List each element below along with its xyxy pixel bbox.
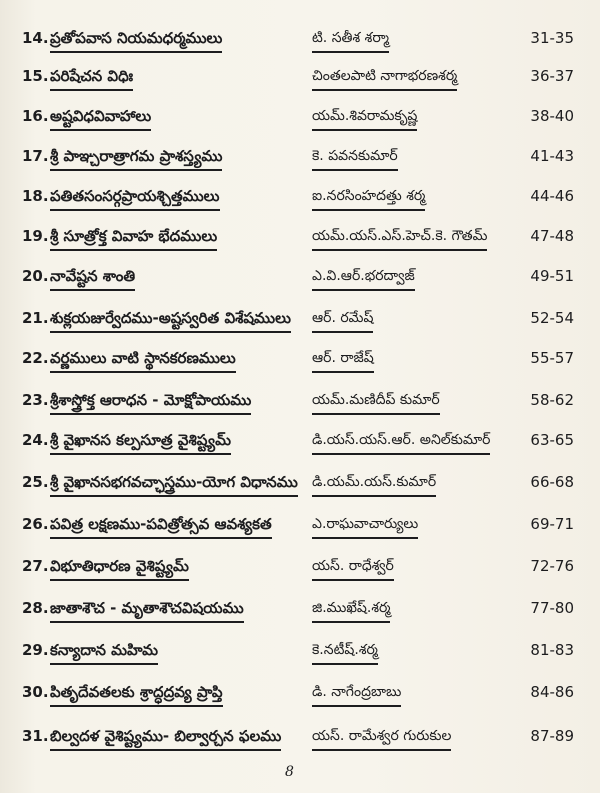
entry-title: విభూతిధారణ వైశిష్ట్యమ్ [50, 557, 189, 575]
entry-pages: 31-35 [530, 29, 574, 47]
title-underline [50, 169, 222, 171]
entry-author: కె. పవనకుమార్ [312, 148, 398, 164]
entry-title: అష్టవిధవివాహాలు [50, 107, 152, 125]
entry-title: వర్ణములు వాటి స్థానకరణములు [50, 349, 236, 367]
entry-number: 28. [22, 599, 49, 617]
title-underline [50, 621, 244, 623]
entry-pages: 41-43 [530, 147, 574, 165]
author-underline [312, 289, 415, 291]
entry-pages: 72-76 [530, 557, 574, 575]
toc-entry [0, 514, 600, 546]
title-underline [50, 495, 298, 497]
entry-author: యమ్.మణిదీప్ కుమార్ [312, 392, 440, 408]
entry-number: 19. [22, 227, 49, 245]
entry-author: యస్. రామేశ్వర గురుకుల [312, 728, 452, 744]
toc-entry [0, 146, 600, 178]
title-underline [50, 209, 220, 211]
entry-title: పితృదేవతలకు శ్రాద్ధద్రవ్య ప్రాప్తి [50, 683, 223, 701]
entry-title: నావేష్టన శాంతి [50, 267, 136, 285]
entry-author: యమ్.యస్.ఎస్.హెచ్.కె. గౌతమ్ [312, 228, 488, 244]
entry-author: ఆర్. రాజేష్ [312, 350, 374, 366]
author-underline [312, 621, 390, 623]
author-underline [312, 249, 487, 251]
title-underline [50, 331, 291, 333]
author-underline [312, 331, 373, 333]
entry-number: 17. [22, 147, 49, 165]
toc-entry [0, 186, 600, 218]
entry-title: జాతాశౌచ - మృతాశౌచవిషయము [50, 599, 244, 617]
entry-pages: 69-71 [530, 515, 574, 533]
entry-pages: 38-40 [530, 107, 574, 125]
entry-number: 30. [22, 683, 49, 701]
entry-title: శ్రీ వైఖానసభగవచ్ఛాస్త్రము-యోగ విధానము [50, 473, 298, 491]
title-underline [50, 371, 236, 373]
entry-title: కన్యాదాన మహిమ [50, 641, 158, 659]
entry-author: చింతలపాటి నాగాభరణశర్మ [312, 68, 458, 84]
title-underline [50, 249, 217, 251]
toc-entry [0, 430, 600, 462]
entry-number: 20. [22, 267, 49, 285]
entry-title: బిల్వదళ వైశిష్ట్యము- బిల్వార్చన ఫలము [50, 727, 282, 745]
toc-entry [0, 28, 600, 60]
entry-pages: 49-51 [530, 267, 574, 285]
entry-author: టి. సతీశ శర్మా [312, 30, 390, 46]
toc-entry [0, 308, 600, 340]
entry-number: 22. [22, 349, 49, 367]
toc-entry [0, 556, 600, 588]
toc-entry [0, 682, 600, 714]
toc-entry [0, 640, 600, 672]
author-underline [312, 579, 394, 581]
entry-pages: 55-57 [530, 349, 574, 367]
entry-author: ఎ.వి.ఆర్.భరద్వాజ్ [312, 268, 415, 284]
author-underline [312, 51, 389, 53]
entry-author: డి. నాగేంద్రబాబు [312, 684, 402, 700]
title-underline [50, 663, 158, 665]
entry-pages: 77-80 [530, 599, 574, 617]
title-underline [50, 289, 135, 291]
entry-title: శ్రీ సూత్రోక్త వివాహ భేదములు [50, 227, 218, 245]
entry-author: ఆర్. రమేష్ [312, 310, 374, 326]
entry-number: 16. [22, 107, 49, 125]
entry-pages: 66-68 [530, 473, 574, 491]
entry-number: 31. [22, 727, 49, 745]
title-underline [50, 89, 133, 91]
entry-number: 15. [22, 67, 49, 85]
author-underline [312, 169, 398, 171]
entry-number: 21. [22, 309, 49, 327]
entry-pages: 84-86 [530, 683, 574, 701]
entry-title: శుక్లయజుర్వేదము-అష్టస్వరిత విశేషములు [50, 309, 291, 327]
entry-pages: 58-62 [530, 391, 574, 409]
entry-author: డి.యమ్.యస్.కుమార్ [312, 474, 437, 490]
entry-author: ఐ.నరసింహదత్తు శర్మ [312, 188, 426, 204]
toc-entry [0, 266, 600, 298]
author-underline [312, 129, 417, 131]
entry-pages: 63-65 [530, 431, 574, 449]
entry-title: పరిషేచన విధిః [50, 67, 134, 85]
author-underline [312, 209, 425, 211]
toc-entry [0, 472, 600, 504]
entry-pages: 44-46 [530, 187, 574, 205]
entry-title: శ్రీ పాఞ్చరాత్రాగమ ప్రాశస్త్యము [50, 147, 223, 165]
entry-number: 27. [22, 557, 49, 575]
entry-title: శ్రీ వైఖానస కల్పసూత్ర వైశిష్ట్యమ్ [50, 431, 231, 449]
entry-number: 18. [22, 187, 49, 205]
entry-title: పవిత్ర లక్షణము-పవిత్రోత్సవ ఆవశ్యకత [50, 515, 272, 533]
toc-entry [0, 598, 600, 630]
entry-author: జి.ముఖేష్.శర్మ [312, 600, 391, 616]
entry-author: ఎ.రాఘవాచార్యులు [312, 516, 419, 532]
entry-pages: 36-37 [530, 67, 574, 85]
author-underline [312, 495, 436, 497]
title-underline [50, 749, 281, 751]
entry-pages: 52-54 [530, 309, 574, 327]
entry-title: పతితసంసర్గప్రాయశ్చిత్తములు [50, 187, 220, 205]
author-underline [312, 663, 378, 665]
entry-number: 25. [22, 473, 49, 491]
page-number: 8 [285, 764, 294, 780]
toc-entry [0, 390, 600, 422]
author-underline [312, 537, 418, 539]
entry-pages: 87-89 [530, 727, 574, 745]
toc-entry [0, 348, 600, 380]
title-underline [50, 537, 272, 539]
title-underline [50, 413, 251, 415]
entry-author: డి.యస్.యస్.ఆర్. అనిల్‌కుమార్ [312, 432, 491, 448]
author-underline [312, 749, 451, 751]
entry-number: 24. [22, 431, 49, 449]
entry-pages: 81-83 [530, 641, 574, 659]
author-underline [312, 705, 401, 707]
entry-author: కె.నటీష్.శర్మ [312, 642, 378, 658]
author-underline [312, 453, 490, 455]
title-underline [50, 453, 231, 455]
entry-number: 23. [22, 391, 49, 409]
author-underline [312, 371, 374, 373]
entry-pages: 47-48 [530, 227, 574, 245]
entry-title: శ్రీశాస్త్రోక్త ఆరాధన - మోక్షోపాయము [50, 391, 252, 409]
entry-title: ప్రతోపవాస నియమధర్మములు [50, 29, 223, 47]
toc-entry [0, 726, 600, 758]
title-underline [50, 129, 151, 131]
toc-entry [0, 106, 600, 138]
title-underline [50, 705, 223, 707]
title-underline [50, 51, 222, 53]
entry-number: 29. [22, 641, 49, 659]
author-underline [312, 413, 440, 415]
author-underline [312, 89, 457, 91]
entry-author: యస్. రాధేశ్వర్ [312, 558, 394, 574]
entry-number: 26. [22, 515, 49, 533]
entry-author: యమ్.శివరామకృష్ణ [312, 108, 418, 124]
toc-entry [0, 226, 600, 258]
title-underline [50, 579, 189, 581]
entry-number: 14. [22, 29, 49, 47]
toc-entry [0, 66, 600, 98]
